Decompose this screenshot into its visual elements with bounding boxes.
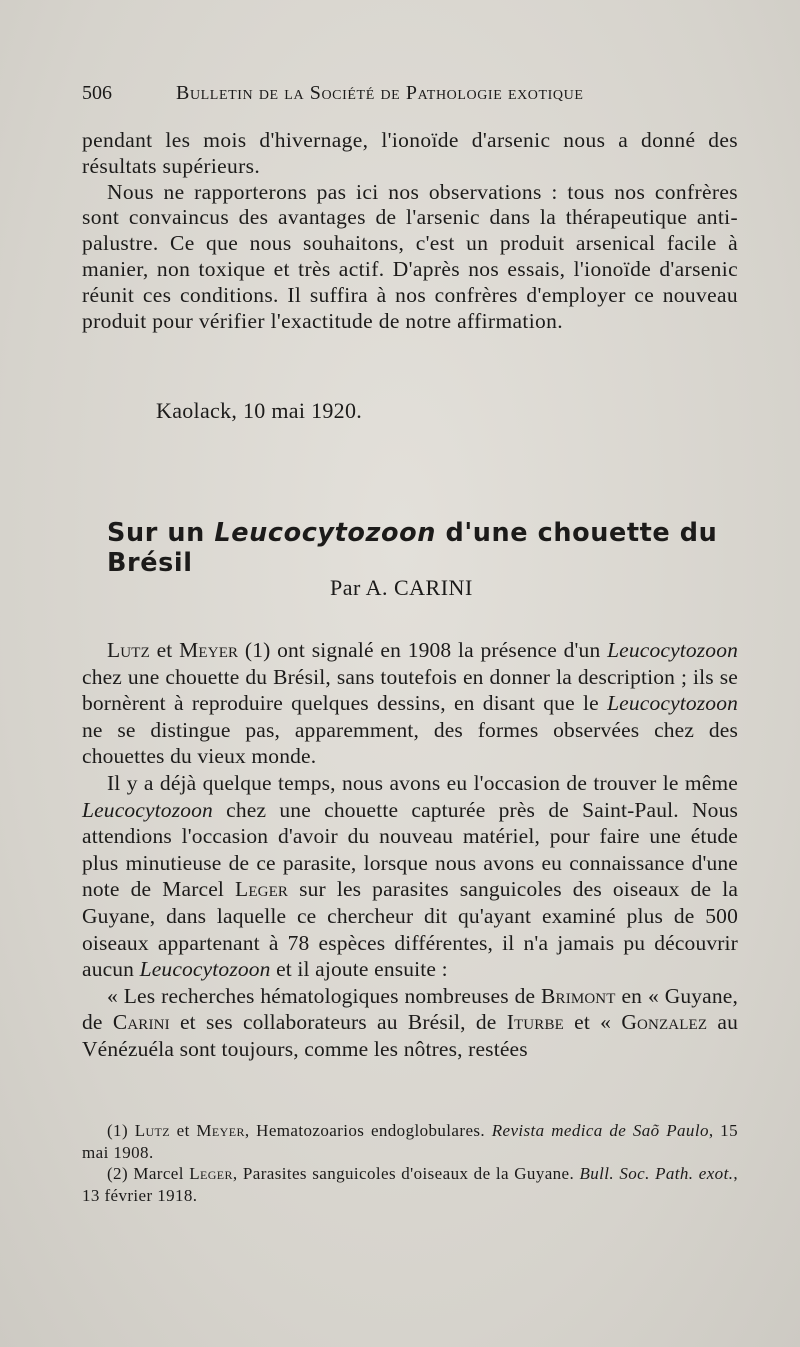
footnotes [82,1120,738,1206]
running-header [82,82,732,110]
article-body [82,637,738,1063]
title-text: Sur un [107,518,215,548]
previous-article-ending [82,128,738,334]
footnote-1: (1) Lutz et Meyer, Hematozoarios endoglobulares. Revista medica de Saõ Paulo, 15 mai 1908. [82,1121,738,1162]
title-genus: Leucocytozoon [214,518,436,548]
article-title [107,518,800,578]
quotation-paragraph: « Les recherches hématologiques nombreuses de Brimont en « Guyane, de Carini et ses collaborateurs au Brésil, de Iturbe et « Gonzalez au Vénézuéla sont toujours, comme les nôtres, restées [82,983,739,1061]
body-paragraph: Lutz et Meyer (1) ont signalé en 1908 la présence d'un Leucocytozoon chez une chouette du Brésil, sans toutefois en donner la description ; ils se bornèrent à reproduire quelques dessins, en disant que le Leucocytozoon ne se distingue pas, apparemment, des formes observées chez des chouettes du vieux monde. [82,638,738,769]
title-text-end: d'une chouette du Brésil [107,518,718,578]
page-number: 506 [82,82,112,104]
footnote-2: (2) Marcel Leger, Parasites sanguicoles d'oiseaux de la Guyane. Bull. Soc. Path. exot., 13 février 1918. [82,1164,738,1205]
continuation-paragraph: pendant les mois d'hivernage, l'ionoïde d'arsenic nous a donné des résultats supérieurs. [82,128,738,178]
journal-title: Bulletin de la Société de Pathologie exotique [176,82,584,104]
conclusion-paragraph: Nous ne rapporterons pas ici nos observations : tous nos confrères sont convaincus des avantages de l'arsenic dans la thérapeutique anti-palustre. Ce que nous souhaitons, c'est un produit arsenical facile à manier, non toxique et très actif. D'après nos essais, l'ionoïde d'arsenic réunit ces conditions. Il suffira à nos confrères d'employer ce nouveau produit pour vérifier l'exactitude de notre affirmation. [82,179,738,333]
body-paragraph: Il y a déjà quelque temps, nous avons eu l'occasion de trouver le même Leucocytozoon chez une chouette capturée près de Saint-Paul. Nous attendions l'occasion d'avoir du nouveau matériel, pour faire une étude plus minutieuse de ce parasite, lorsque nous avons eu connaissance d'une note de Marcel Leger sur les parasites sanguicoles des oiseaux de la Guyane, dans laquelle ce chercheur dit qu'ayant examiné plus de 500 oiseaux appartenant à 78 espèces différentes, il n'a jamais pu découvrir aucun Leucocytozoon et il ajoute ensuite : [82,770,739,982]
byline: Par A. CARINI [330,575,473,600]
dateline: Kaolack, 10 mai 1920. [156,398,363,423]
